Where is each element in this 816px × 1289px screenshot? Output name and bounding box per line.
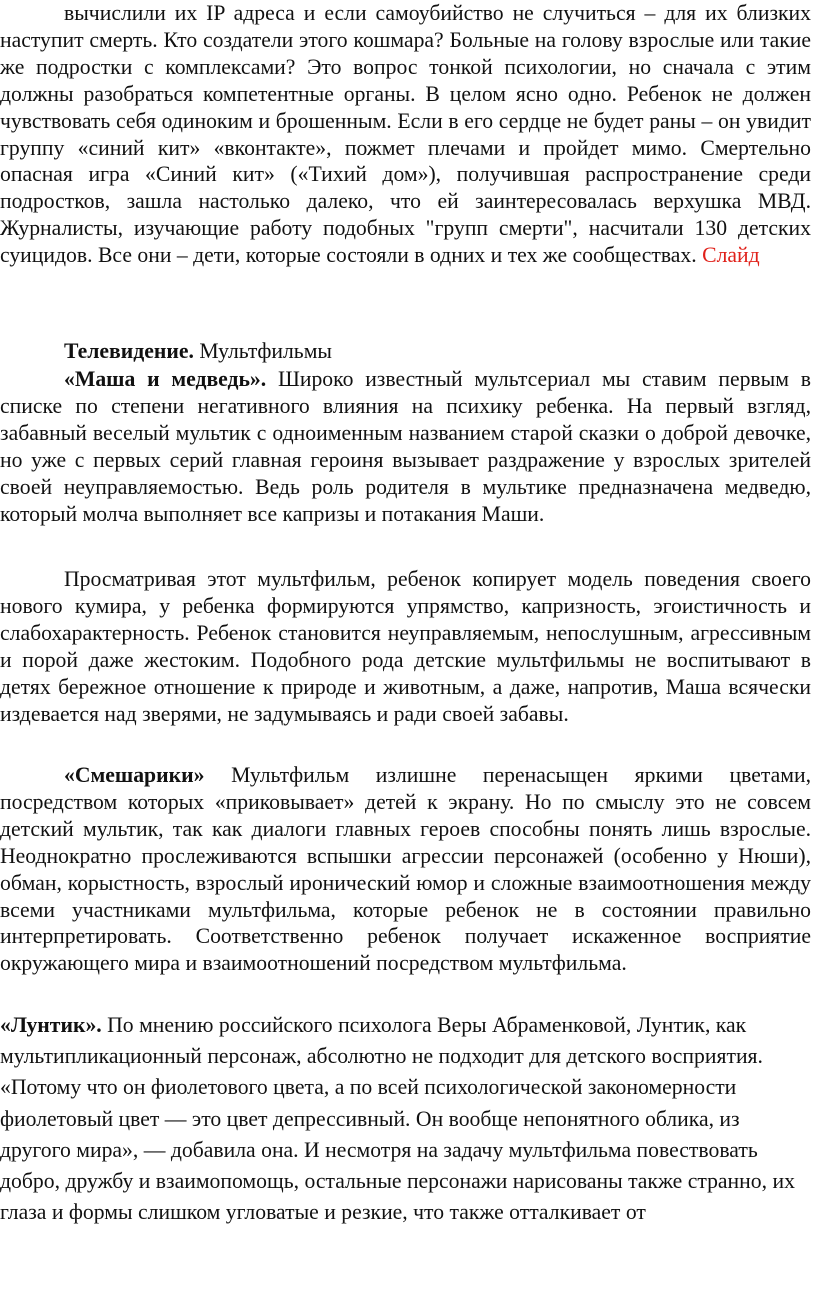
slide-label: Слайд bbox=[702, 243, 760, 268]
cartoon-title: «Лунтик». bbox=[0, 1013, 102, 1037]
section-heading-television bbox=[0, 338, 811, 365]
paragraph-imitation bbox=[0, 566, 811, 727]
paragraph-text: вычислили их IP адреса и если самоубийство не случиться – для их близких наступит смерть. Кто создатели этого кошмара? Больные на голову взрослые или такие же подростки с комплексами? Это вопрос тонкой психологии, но сначала с этим должны разобраться компетентные органы. В целом ясно одно. Ребенок не должен чувствовать себя одиноким и брошенным. Если в его сердце не будет раны – он увидит группу «синий кит» «вконтакте», пожмет плечами и пройдет мимо. Смертельно опасная игра «Синий кит» («Тихий дом»), получившая распространение среди подростков, зашла настолько далеко, что ей заинтересовалась верхушка МВД. Журналисты, изучающие работу подобных "групп смерти", насчитали 130 детских суицидов. Все они – дети, которые состояли в одних и тех же сообществах. bbox=[0, 1, 811, 268]
paragraph-text: Широко известный мультсериал мы ставим первым в списке по степени негативного влияния на психику ребенка. На первый взгляд, забавный веселый мультик с одноименным названием старой сказки о доброй девочке, но уже с первых серий главная героиня вызывает раздражение у взрослых зрителей своей неуправляемостью. Ведь роль родителя в мультике предназначена медведю, который молча выполняет все капризы и потакания Маши. bbox=[0, 367, 811, 526]
paragraph-text: Просматривая этот мультфильм, ребенок копирует модель поведения своего нового кумира, у ребенка формируются упрямство, капризность, эгоистичность и слабохарактерность. Ребенок становится неуправляемым, непослушным, агрессивным и порой даже жестоким. Подобного рода детские мультфильмы не воспитывают в детях бережное отношение к природе и животным, а даже, напротив, Маша всячески издевается над зверями, не задумываясь и ради своей забавы. bbox=[0, 567, 811, 726]
paragraph-blue-whale bbox=[0, 0, 811, 269]
heading-bold: Телевидение. bbox=[64, 339, 194, 363]
paragraph-luntik bbox=[0, 1010, 811, 1228]
paragraph-text: По мнению российского психолога Веры Абраменковой, Лунтик, как мультипликационный персонаж, абсолютно не подходит для детского восприятия. «Потому что он фиолетового цвета, а по всей психологической закономерности фиолетовый цвет — это цвет депрессивный. Он вообще непонятного облика, из другого мира», — добавила она. И несмотря на задачу мультфильма повествовать добро, дружбу и взаимопомощь, остальные персонажи нарисованы также странно, их глаза и формы слишком угловатые и резкие, что также отталкивает от bbox=[0, 1013, 795, 1225]
heading-text: Мультфильмы bbox=[193, 339, 332, 363]
paragraph-masha-and-bear bbox=[0, 366, 811, 527]
paragraph-smeshariki bbox=[0, 762, 811, 977]
cartoon-title: «Смешарики» bbox=[64, 763, 205, 787]
cartoon-title: «Маша и медведь». bbox=[64, 367, 267, 391]
paragraph-text: Мультфильм излишне перенасыщен яркими цветами, посредством которых «приковывает» детей к экрану. Но по смыслу это не совсем детский мультик, так как диалоги главных героев способны понять лишь взрослые. Неоднократно прослеживаются вспышки агрессии персонажей (особенно у Нюши), обман, корыстность, взрослый иронический юмор и сложные взаимоотношения между всеми участниками мультфильма, которые ребенок не в состоянии правильно интерпретировать. Соответственно ребенок получает искаженное восприятие окружающего мира и взаимоотношений посредством мультфильма. bbox=[0, 763, 811, 976]
